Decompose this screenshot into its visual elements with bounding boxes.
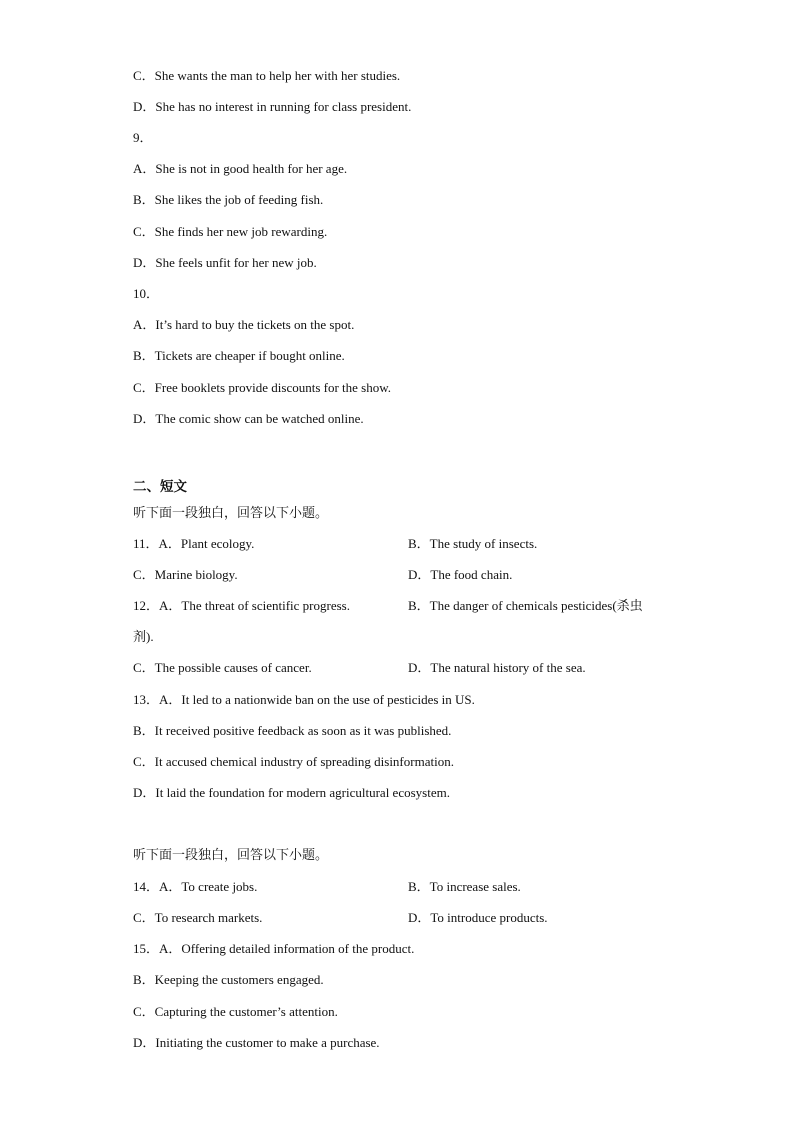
q8-option-d: D．She has no interest in running for class president. [133,99,412,114]
q12-option-b-continued: 剂). [133,629,154,644]
section-instruction-2: 听下面一段独白，回答以下小题。 [133,848,329,863]
q11-option-c: C．Marine biology. [133,567,238,582]
q12-option-d: D．The natural history of the sea. [408,660,586,675]
q15-option-d: D．Initiating the customer to make a purchase. [133,1035,380,1050]
q9-option-b: B．She likes the job of feeding fish. [133,192,324,207]
q11-option-a: 11．A．Plant ecology. [133,536,255,551]
q13-option-b: B．It received positive feedback as soon as it was published. [133,723,452,738]
q14-option-a: 14．A．To create jobs. [133,879,258,894]
q13-option-d: D．It laid the foundation for modern agricultural ecosystem. [133,785,450,800]
q12-option-b: B．The danger of chemicals pesticides(杀虫 [408,598,643,613]
q12-option-c: C．The possible causes of cancer. [133,660,312,675]
q13-option-c: C．It accused chemical industry of spreading disinformation. [133,754,454,769]
section-heading: 二、短文 [133,479,187,495]
q13-option-a: 13．A．It led to a nationwide ban on the use of pesticides in US. [133,692,475,707]
q14-option-c: C．To research markets. [133,910,263,925]
q9-option-a: A．She is not in good health for her age. [133,161,348,176]
q11-option-d: D．The food chain. [408,567,513,582]
q15-option-c: C．Capturing the customer’s attention. [133,1004,338,1019]
q10-number: 10． [133,286,160,301]
q15-option-b: B．Keeping the customers engaged. [133,972,324,987]
q9-option-c: C．She finds her new job rewarding. [133,224,328,239]
section-instruction-1: 听下面一段独白，回答以下小题。 [133,506,329,521]
q12-option-a: 12．A．The threat of scientific progress. [133,598,350,613]
q11-option-b: B．The study of insects. [408,536,538,551]
q10-option-c: C．Free booklets provide discounts for the show. [133,380,392,395]
q14-option-d: D．To introduce products. [408,910,548,925]
q10-option-b: B．Tickets are cheaper if bought online. [133,348,345,363]
q10-option-d: D．The comic show can be watched online. [133,411,364,426]
q9-option-d: D．She feels unfit for her new job. [133,255,317,270]
q9-number: 9． [133,130,153,145]
q8-option-c: C．She wants the man to help her with her studies. [133,68,401,83]
q14-option-b: B．To increase sales. [408,879,521,894]
q15-option-a: 15．A．Offering detailed information of the product. [133,941,415,956]
q10-option-a: A．It’s hard to buy the tickets on the spot. [133,317,355,332]
